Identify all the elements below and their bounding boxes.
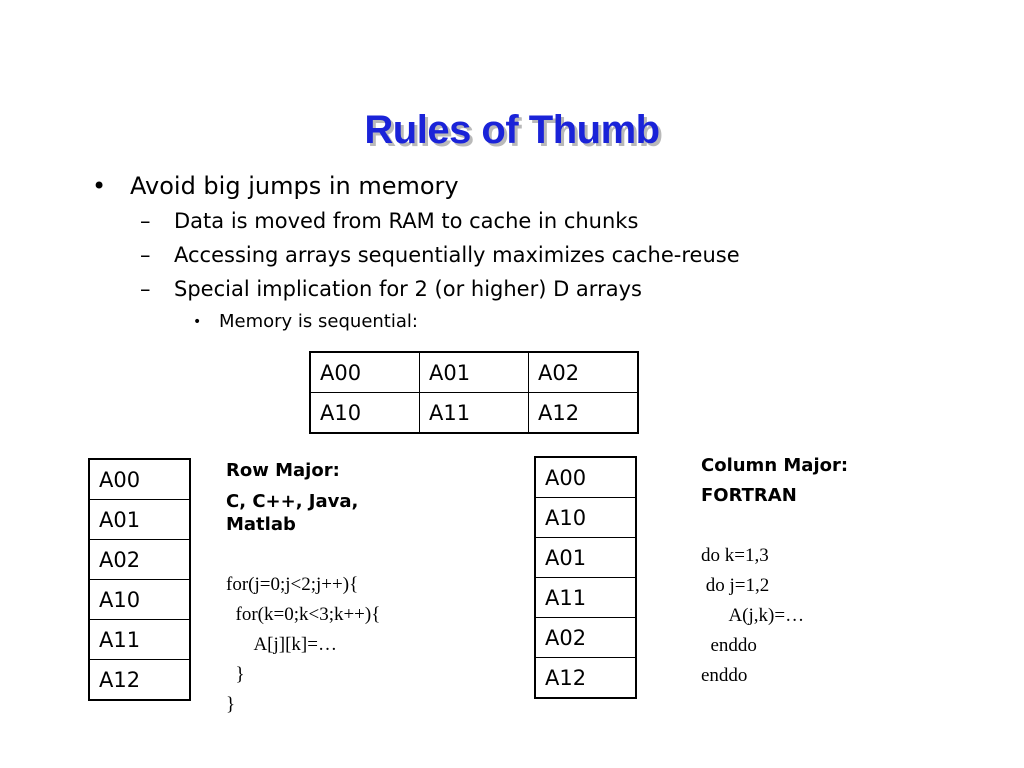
dash-marker: – [140,243,151,267]
table-row [535,457,636,498]
row-major-memory-layout [88,458,191,701]
code-line: } [226,664,245,685]
memory-cell: A12 [535,658,636,699]
memory-cell: A01 [89,500,190,540]
row-major-heading: Row Major: [226,460,340,481]
table-row [535,578,636,618]
table-row [535,658,636,699]
table-row [310,393,638,434]
code-line: A[j][k]=… [226,634,337,655]
bullet-marker: • [193,314,202,330]
table-row [89,540,190,580]
sub-bullet-text: Data is moved from RAM to cache in chunks [174,209,639,233]
array-cell: A10 [310,393,420,434]
column-major-language: FORTRAN [701,485,797,506]
slide-title: Rules of Thumb [364,108,660,152]
code-line: for(k=0;k<3;k++){ [226,604,381,625]
column-major-heading: Column Major: [701,455,849,476]
memory-cell: A02 [535,618,636,658]
table-row [535,618,636,658]
memory-cell: A01 [535,538,636,578]
table-row [89,500,190,540]
bullet-text: Avoid big jumps in memory [130,172,459,200]
dash-marker: – [140,277,151,301]
table-row [89,620,190,660]
code-line: enddo [701,665,748,686]
memory-cell: A10 [89,580,190,620]
row-major-languages-line2: Matlab [226,514,296,535]
table-row [310,352,638,393]
sub-bullet-text: Special implication for 2 (or higher) D arrays [174,277,642,301]
code-line: A(j,k)=… [701,605,805,626]
column-major-memory-layout [534,456,637,699]
memory-cell: A02 [89,540,190,580]
memory-cell: A11 [89,620,190,660]
table-row [89,660,190,701]
dash-marker: – [140,209,151,233]
array-cell: A01 [420,352,529,393]
memory-cell: A00 [535,457,636,498]
array-cell: A02 [529,352,639,393]
sub-sub-bullet-text: Memory is sequential: [219,311,418,332]
code-line: do k=1,3 [701,545,769,566]
memory-cell: A10 [535,498,636,538]
memory-cell: A12 [89,660,190,701]
memory-cell: A00 [89,459,190,500]
array-cell: A12 [529,393,639,434]
code-line: } [226,694,236,715]
code-line: do j=1,2 [701,575,770,596]
row-major-code-block [226,570,380,720]
table-row [89,580,190,620]
table-row [535,498,636,538]
code-line: for(j=0;j<2;j++){ [226,574,359,595]
sub-bullet-text: Accessing arrays sequentially maximizes cache-reuse [174,243,740,267]
row-major-languages-line1: C, C++, Java, [226,491,359,512]
array-2d-grid [309,351,639,434]
table-row [89,459,190,500]
code-line: enddo [701,635,757,656]
table-row [535,538,636,578]
bullet-marker: • [92,172,107,200]
column-major-code-block [701,541,804,691]
array-cell: A00 [310,352,420,393]
memory-cell: A11 [535,578,636,618]
array-cell: A11 [420,393,529,434]
